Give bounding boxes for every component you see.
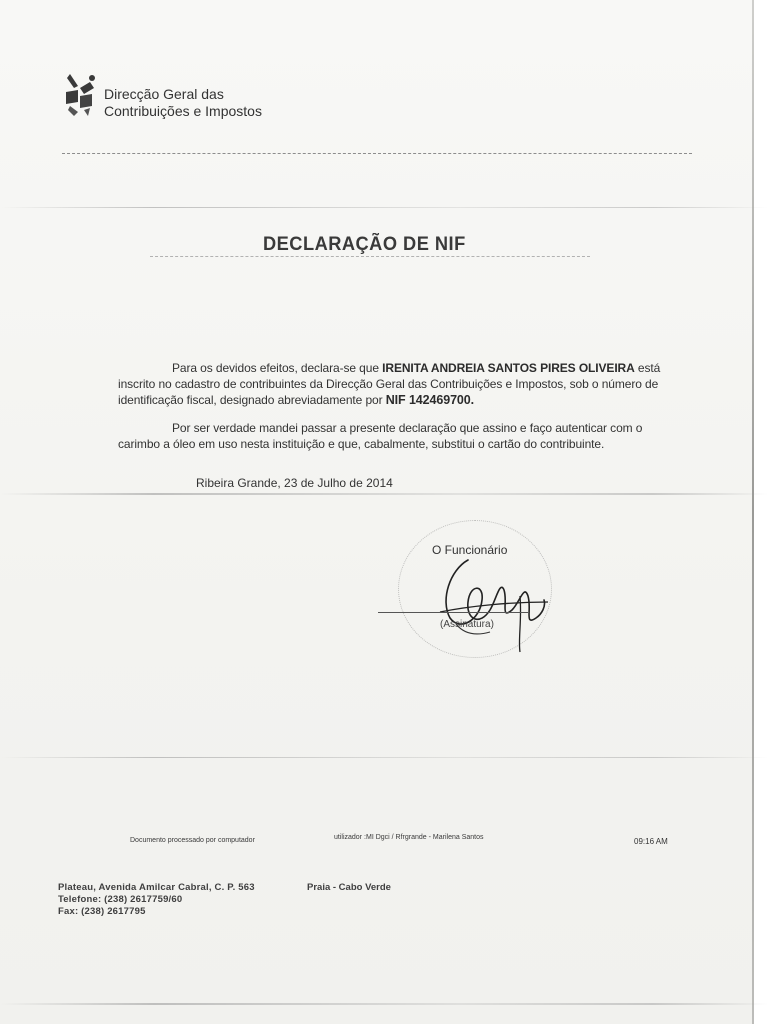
fold-line [0, 1003, 768, 1005]
signature-line [378, 612, 528, 613]
header-divider [62, 153, 692, 154]
page-edge [752, 0, 754, 1024]
authentication-text: Por ser verdade mandei passar a presente declaração que assino e faço autenticar com o carimbo a óleo em uso nesta instituição e que, cabalmente, substitui o cartão do contribuinte. [118, 421, 643, 451]
footer-city: Praia - Cabo Verde [307, 882, 391, 893]
intro-text: Para os devidos efeitos, declara-se que [172, 361, 383, 375]
fold-line [0, 207, 768, 208]
taxpayer-name: IRENITA ANDREIA SANTOS PIRES OLIVEIRA [382, 361, 635, 375]
user-label: utilizador : [334, 834, 366, 841]
organization-name [104, 86, 262, 120]
fold-line [0, 493, 768, 495]
fold-line [0, 757, 768, 758]
title-underline [150, 256, 590, 257]
user-value: MI Dgci / Rfrgrande - Marilena Santos [366, 834, 484, 841]
footer-phone: Telefone: (238) 2617759/60 [58, 894, 183, 905]
document-title: DECLARAÇÃO DE NIF [263, 234, 466, 255]
footer-address: Plateau, Avenida Amilcar Cabral, C. P. 563 [58, 882, 255, 893]
dgci-logo-icon [64, 72, 98, 118]
footer-contact [58, 882, 255, 918]
place-date: Ribeira Grande, 23 de Julho de 2014 [196, 476, 393, 490]
authentication-paragraph [118, 420, 678, 452]
footer-fax: Fax: (238) 2617795 [58, 906, 146, 917]
handwritten-signature [420, 540, 560, 660]
paragraph-text: está inscrito no cadastro de contribuintes da Direcção Geral das Contribuições e Impostos, sob o número de identificação fiscal, designado abreviadamente por [118, 361, 661, 407]
nif-number: NIF 142469700. [385, 393, 474, 407]
org-line-2: Contribuições e Impostos [104, 103, 262, 119]
org-line-1: Direcção Geral das [104, 86, 224, 102]
processed-note: Documento processado por computador [130, 837, 255, 844]
print-time: 09:16 AM [634, 837, 668, 846]
declaration-paragraph [118, 360, 678, 408]
scan-margin [754, 0, 768, 1024]
signatory-label: O Funcionário [432, 543, 508, 557]
signature-caption: (Assinatura) [440, 619, 494, 630]
